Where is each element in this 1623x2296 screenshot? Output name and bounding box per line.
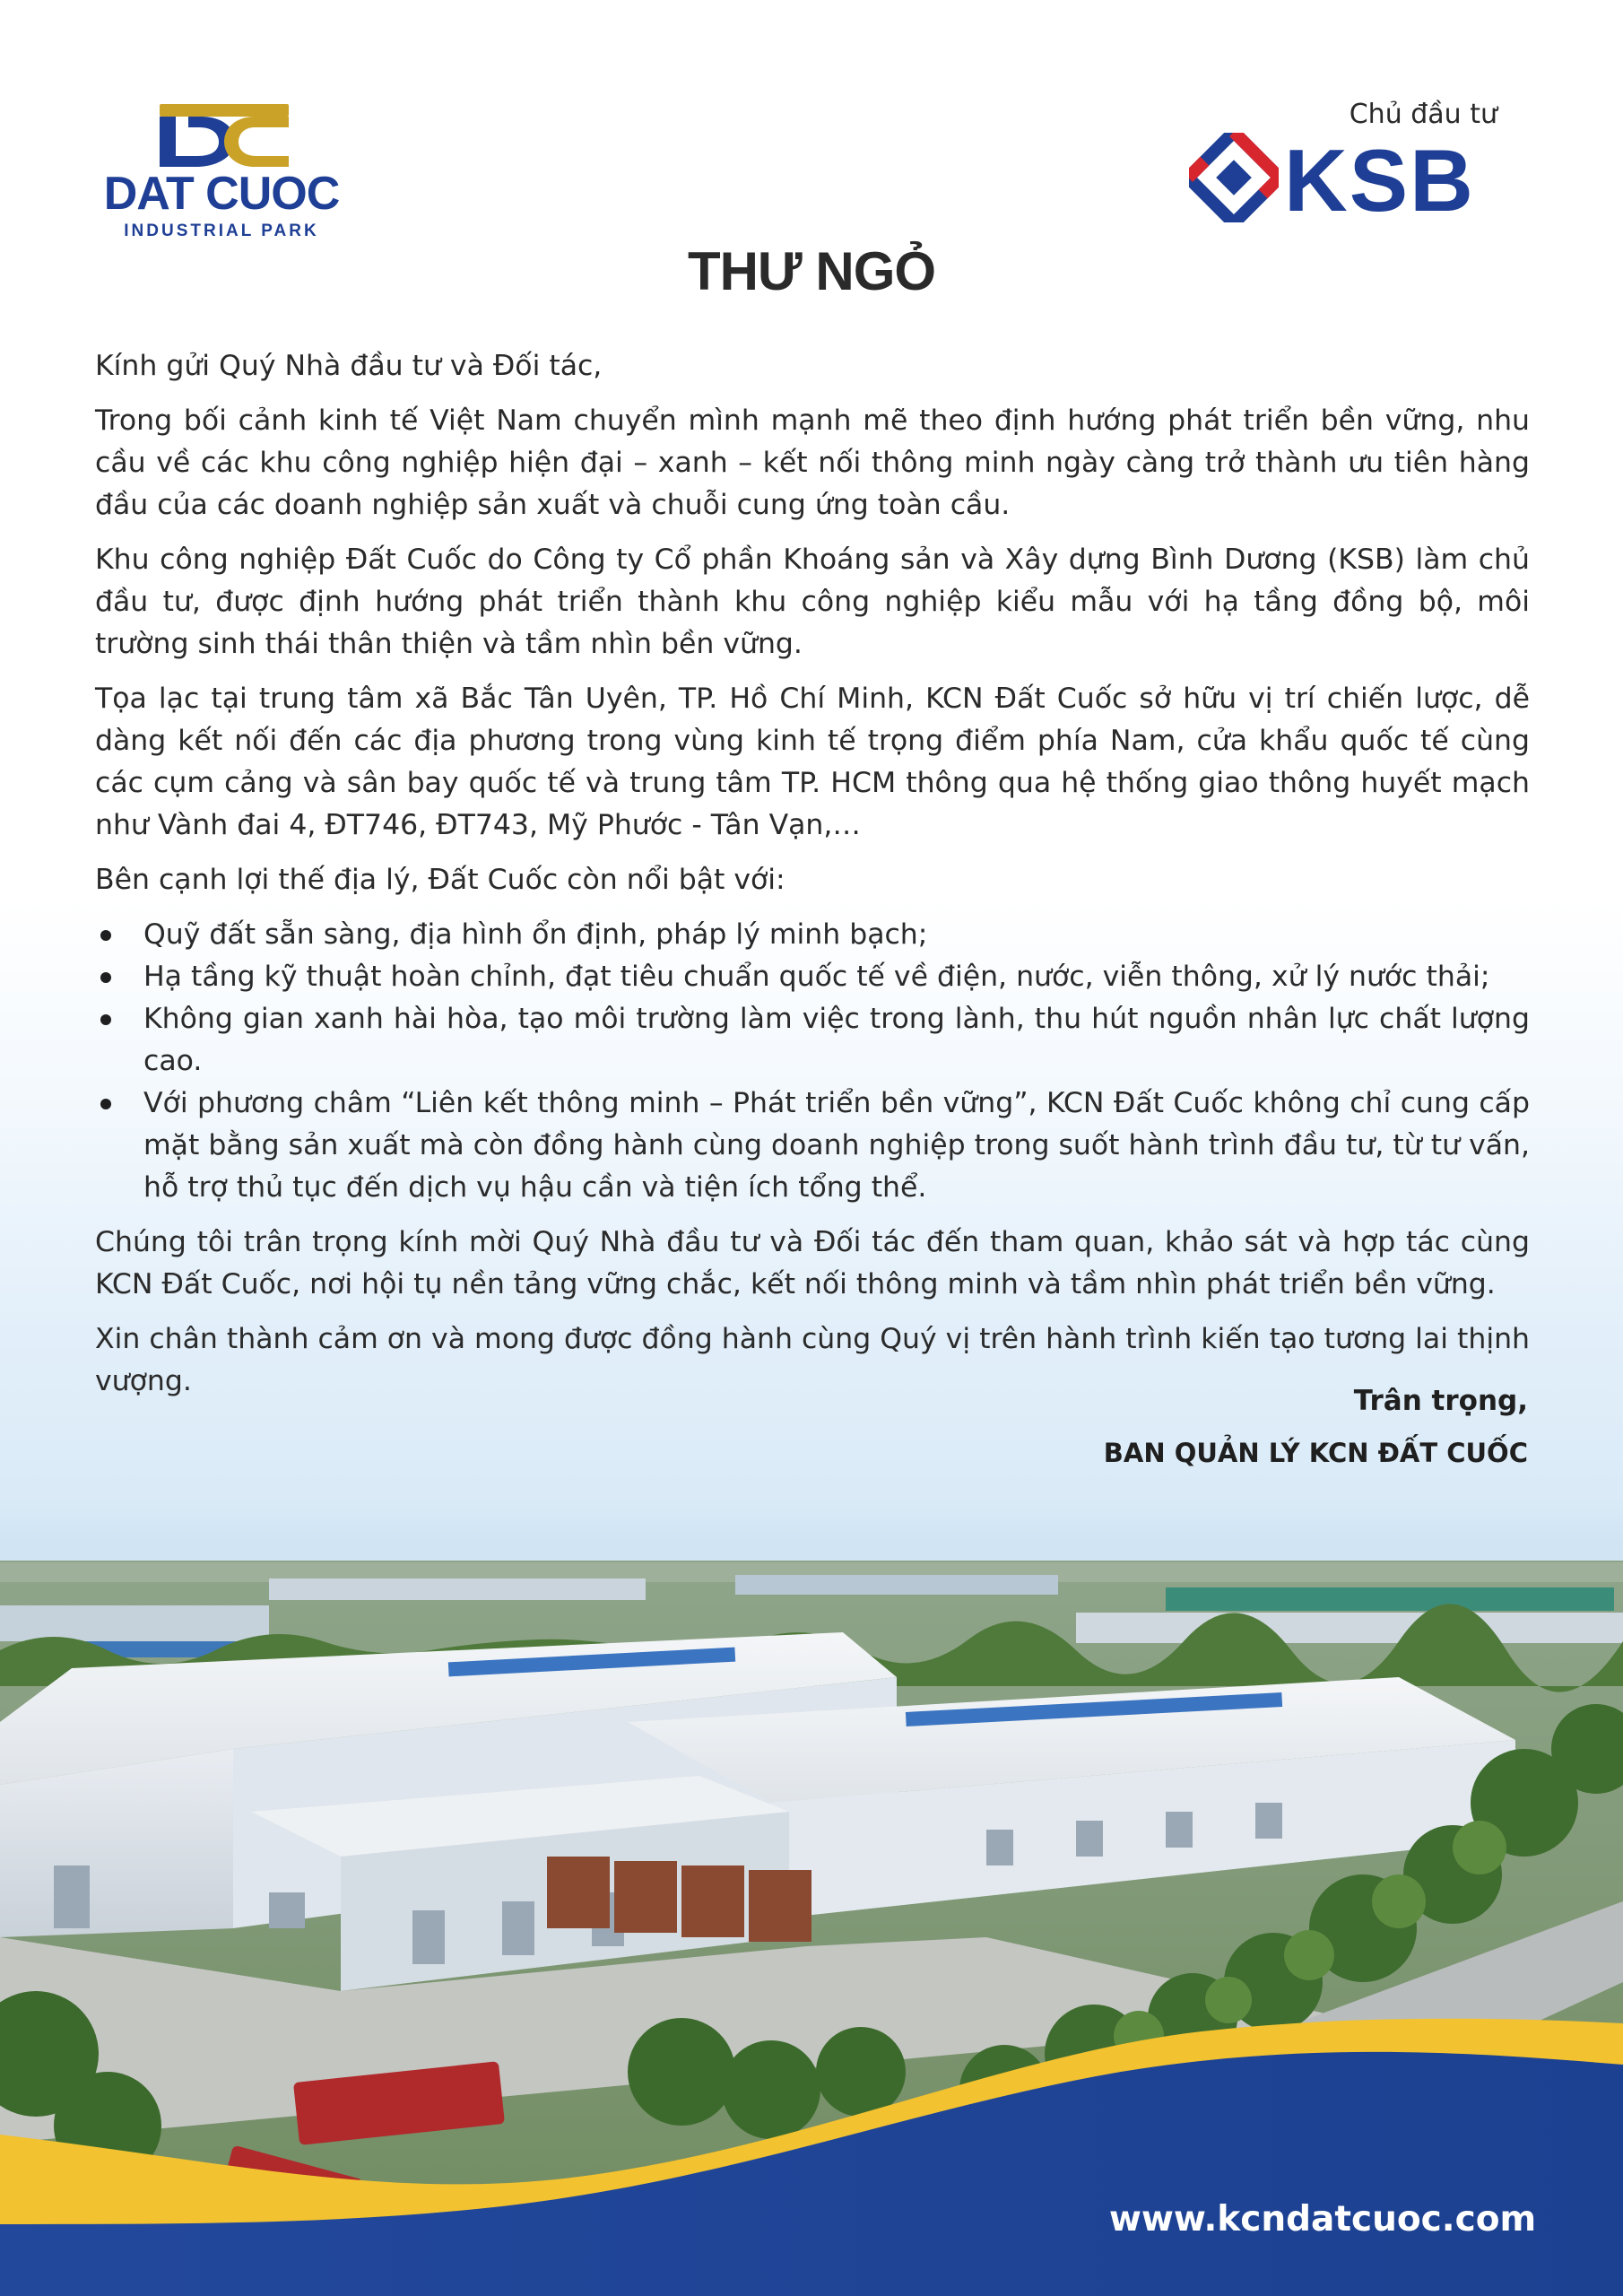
dat-cuoc-logo-name: DAT CUOC <box>103 168 340 220</box>
paragraph-advantages-intro: Bên cạnh lợi thế địa lý, Đất Cuốc còn nổi bật với: <box>95 864 785 896</box>
ksb-logo <box>1184 93 1533 228</box>
factory-aerial-image <box>0 1516 1623 2296</box>
paragraph-context: Trong bối cảnh kinh tế Việt Nam chuyển mình mạnh mẽ theo định hướng phát triển bền vững, nhu cầu về các khu công nghiệp hiện đại – xanh – kết nối thông minh ngày càng trở thành ưu tiên hàng đầu của các doanh nghiệp sản xuất và chuỗi cung ứng toàn cầu. <box>95 404 1530 521</box>
ksb-logo-name: KSB <box>1284 131 1475 230</box>
list-item: Không gian xanh hài hòa, tạo môi trường làm việc trong lành, thu hút nguồn nhân lực chất lượng cao. <box>95 998 1530 1083</box>
paragraph-invitation: Chúng tôi trân trọng kính mời Quý Nhà đầu tư và Đối tác đến tham quan, khảo sát và hợp tác cùng KCN Đất Cuốc, nơi hội tụ nền tảng vững chắc, kết nối thông minh và tầm nhìn phát triển bền vững. <box>95 1226 1530 1300</box>
paragraph-location: Tọa lạc tại trung tâm xã Bắc Tân Uyên, TP. Hồ Chí Minh, KCN Đất Cuốc sở hữu vị trí chiến lược, dễ dàng kết nối đến các địa phương trong vùng kinh tế trọng điểm phía Nam, cửa khẩu quốc tế cùng các cụm cảng và sân bay quốc tế và trung tâm TP. HCM thông qua hệ thống giao thông huyết mạch như Vành đai 4, ĐT746, ĐT743, Mỹ Phước - Tân Vạn,… <box>95 683 1530 841</box>
advantages-list <box>95 914 1530 1209</box>
list-item: Hạ tầng kỹ thuật hoàn chỉnh, đạt tiêu chuẩn quốc tế về điện, nước, viễn thông, xử lý nước thải; <box>95 956 1530 998</box>
investor-caption: Chủ đầu tư <box>1349 99 1497 130</box>
letter-body <box>95 345 1530 1415</box>
signature-salutation: Trân trọng, <box>1353 1385 1528 1417</box>
signature-block <box>1104 1381 1528 1473</box>
letter-title: THƯ NGỎ <box>687 241 936 301</box>
website-link[interactable]: www.kcndatcuoc.com <box>1108 2199 1537 2239</box>
list-item: Với phương châm “Liên kết thông minh – Phát triển bền vững”, KCN Đất Cuốc không chỉ cung cấp mặt bằng sản xuất mà còn đồng hành cùng doanh nghiệp trong suốt hành trình đầu tư, từ tư vấn, hỗ trợ thủ tục đến dịch vụ hậu cần và tiện ích tổng thể. <box>95 1083 1530 1209</box>
dat-cuoc-logo-subtitle: INDUSTRIAL PARK <box>124 222 319 240</box>
paragraph-thanks: Xin chân thành cảm ơn và mong được đồng hành cùng Quý vị trên hành trình kiến tạo tương lai thịnh vượng. <box>95 1323 1530 1397</box>
greeting: Kính gửi Quý Nhà đầu tư và Đối tác, <box>95 350 603 382</box>
dc-monogram-icon <box>91 100 352 172</box>
signature-organization: BAN QUẢN LÝ KCN ĐẤT CUỐC <box>1103 1438 1528 1468</box>
list-item: Quỹ đất sẵn sàng, địa hình ổn định, pháp lý minh bạch; <box>95 914 1530 956</box>
dat-cuoc-logo <box>91 100 352 244</box>
paragraph-about: Khu công nghiệp Đất Cuốc do Công ty Cổ phần Khoáng sản và Xây dựng Bình Dương (KSB) làm chủ đầu tư, được định hướng phát triển thành khu công nghiệp kiểu mẫu với hạ tầng đồng bộ, môi trường sinh thái thân thiện và tầm nhìn bền vững. <box>95 544 1530 660</box>
ksb-diamond-icon <box>1189 133 1279 222</box>
industrial-park-photo <box>0 1516 1623 2296</box>
